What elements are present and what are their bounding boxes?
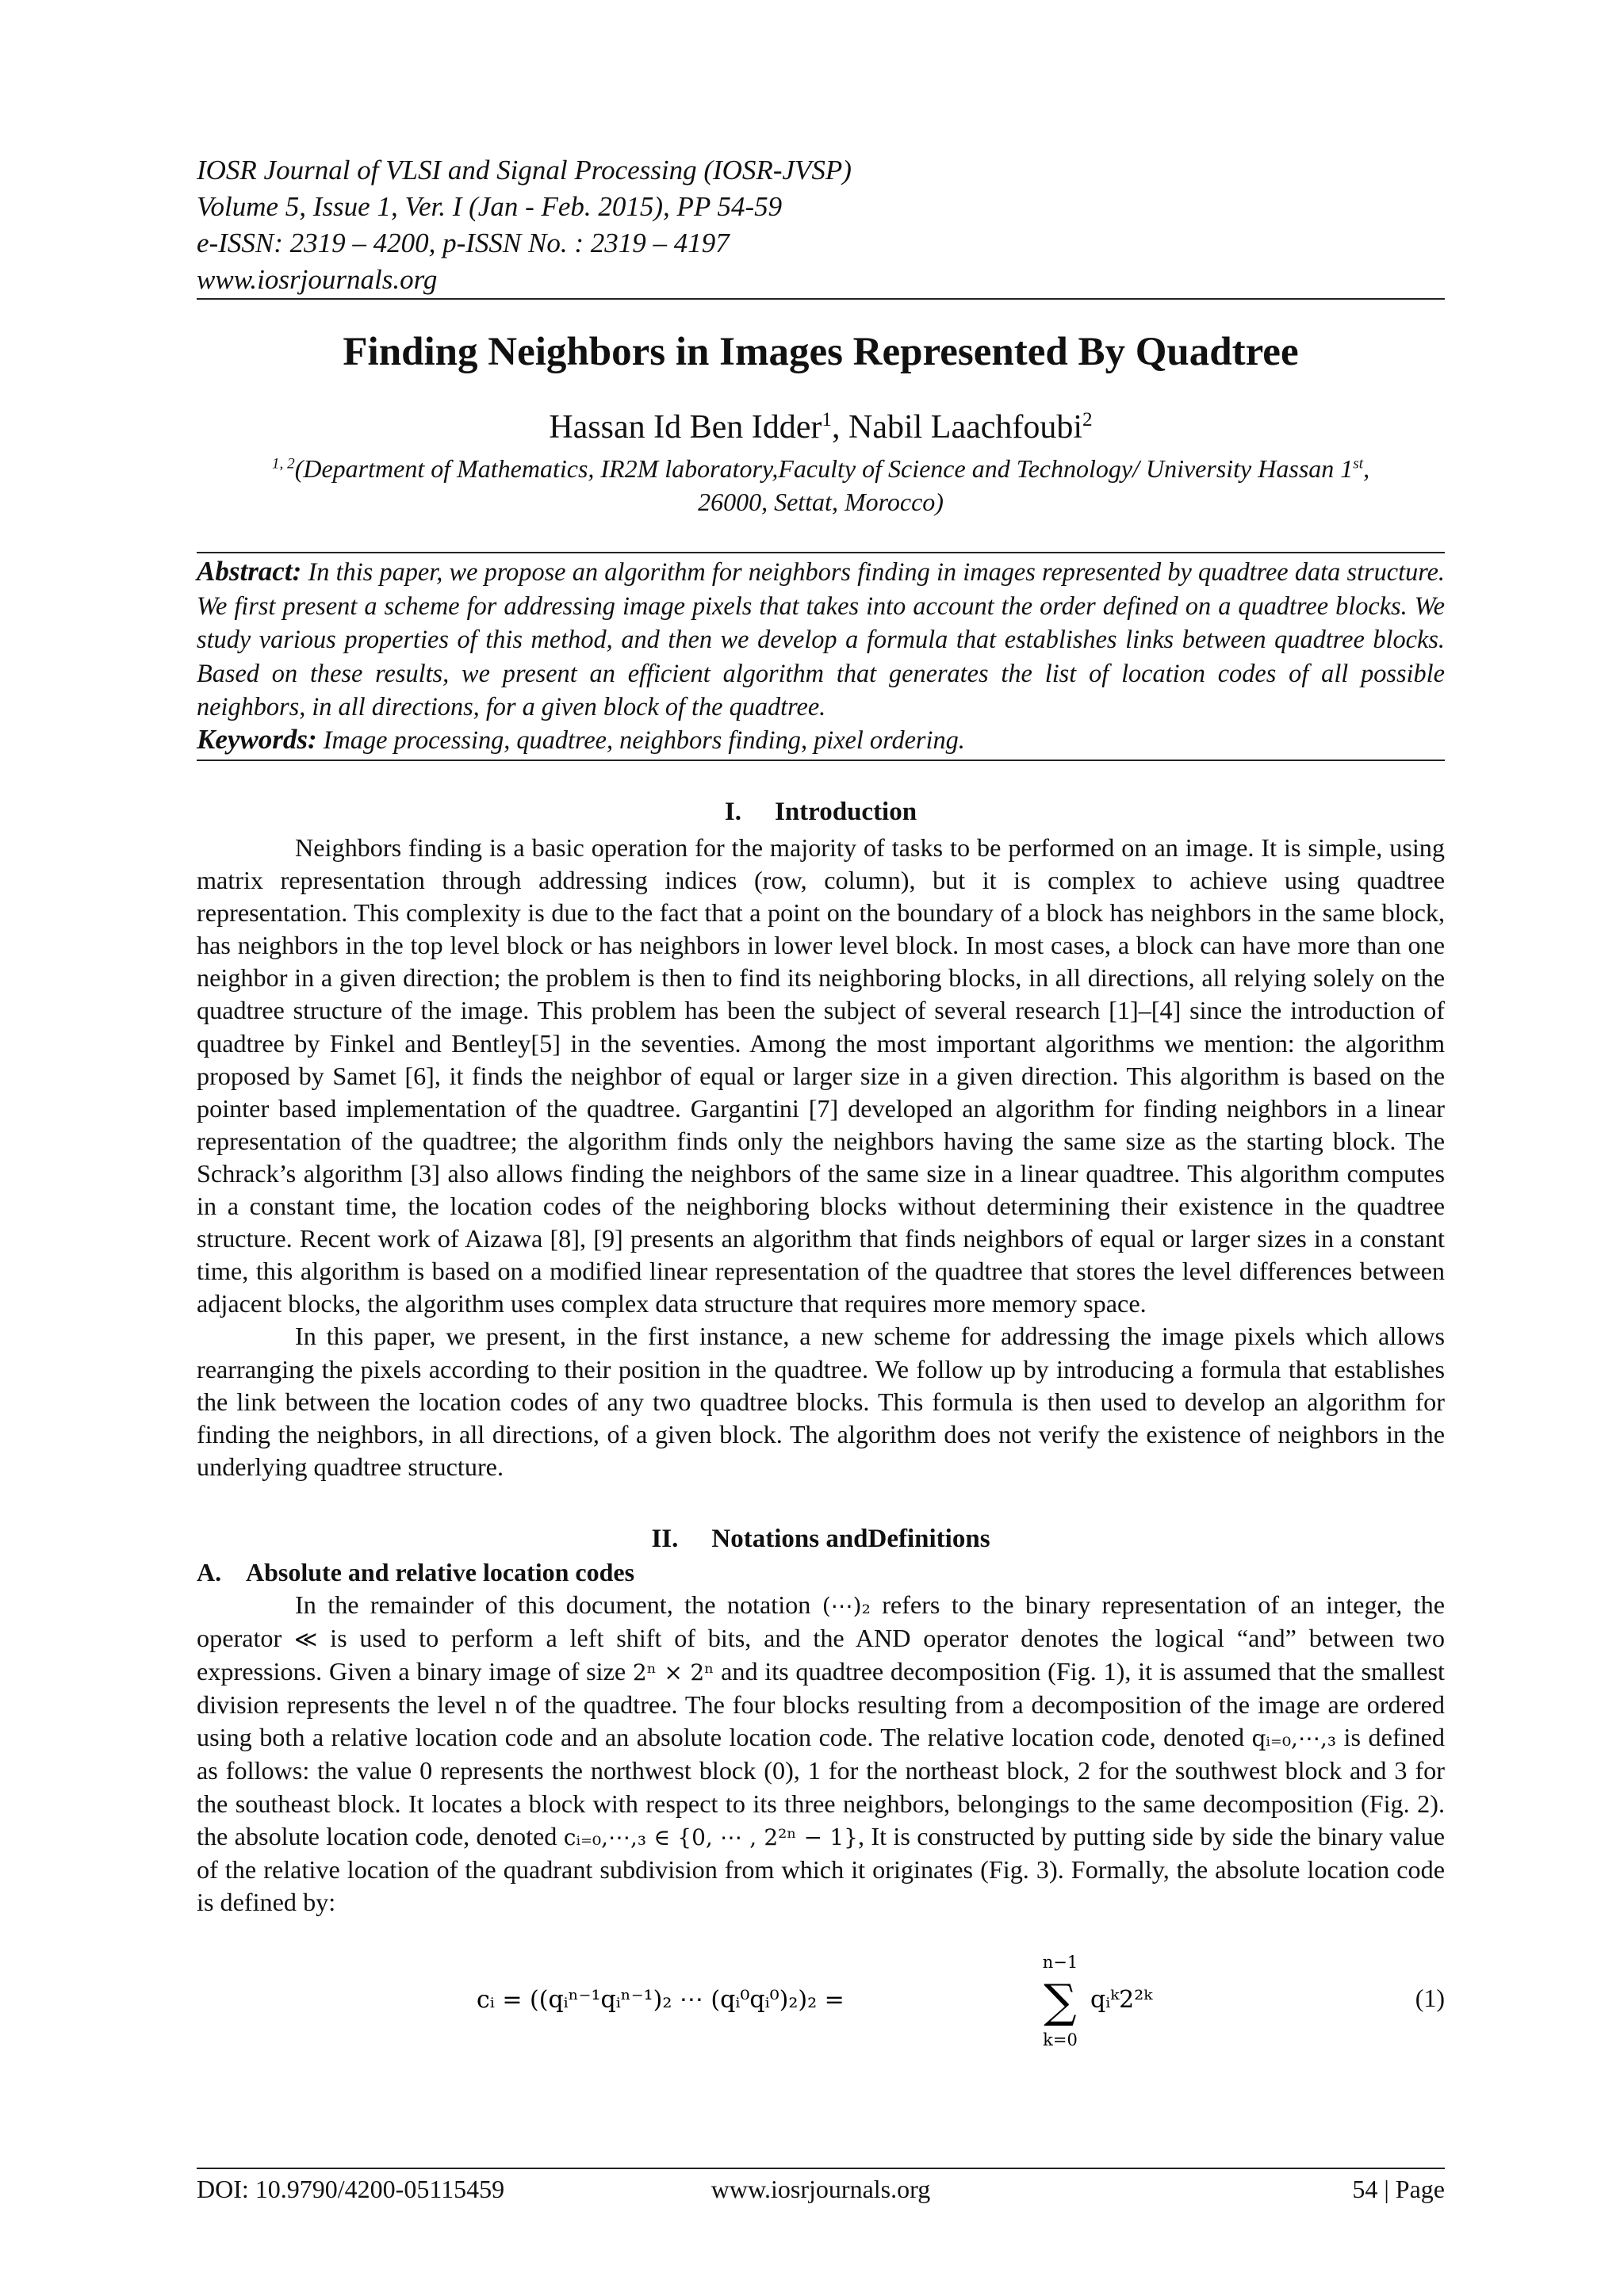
equation-lhs: cᵢ = ((qᵢⁿ⁻¹qᵢⁿ⁻¹)₂ ⋯ (qᵢ⁰qᵢ⁰)₂)₂ = xyxy=(477,1986,845,2014)
notation-text-c: is used to perform a left shift of bits, and the AND operator denotes the logical “and” between two expressions. Given a binary image of size xyxy=(197,1624,1445,1686)
affiliation xyxy=(197,452,1445,519)
abstract-bottom-rule xyxy=(197,760,1445,761)
journal-volume: Volume 5, Issue 1, Ver. I (Jan - Feb. 2015), PP 54-59 xyxy=(197,191,783,222)
intro-paragraph-2: In this paper, we present, in the first instance, a new scheme for addressing the image pixels which allows rearranging the pixels according to their position in the quadtree. We follow up by introducing a formula that establishes the link between the location codes of any two quadtree blocks. This formula is then used to develop an algorithm for finding the neighbors, in all directions, of a given block. The algorithm does not verify the existence of neighbors in the underlying quadtree structure. xyxy=(197,1322,1445,1481)
section-1-body xyxy=(197,832,1445,1483)
footer-doi: DOI: 10.9790/4200-05115459 xyxy=(197,2175,505,2203)
abstract-text: In this paper, we propose an algorithm for neighbors finding in images represented by quadtree data structure. We first present a scheme for addressing image pixels that takes into account the order defined on a quadtree blocks. We study various properties of this method, and then we develop a formula that establishes links between quadtree blocks. Based on these results, we present an efficient algorithm that generates the list of location codes of all possible neighbors, in all directions, for a given block of the quadtree. xyxy=(197,557,1445,721)
notation-text-b: refers to the binary representation of an integer, the operator xyxy=(197,1590,1446,1653)
keywords xyxy=(197,723,1445,756)
equation-1 xyxy=(197,1947,1445,2050)
journal-name: IOSR Journal of VLSI and Signal Processing (IOSR-JVSP) xyxy=(197,155,852,186)
affiliation-comma: , xyxy=(1363,454,1370,483)
section-1-number: I. xyxy=(724,798,741,826)
author-1: Hassan Id Ben Idder xyxy=(549,409,822,446)
journal-issn: e-ISSN: 2319 – 4200, p-ISSN No. : 2319 – 4197 xyxy=(197,228,730,258)
absolute-code-math: cᵢ₌₀,⋯,₃ ∈ {0, ⋯ , 2²ⁿ − 1} xyxy=(563,1823,858,1850)
affiliation-line-2: 26000, Settat, Morocco) xyxy=(698,488,944,516)
affiliation-mark: 1, 2 xyxy=(271,455,295,473)
header-rule xyxy=(197,298,1445,300)
equation-1-number: (1) xyxy=(1415,1984,1445,2012)
footer-rule xyxy=(197,2168,1445,2169)
subsection-a-letter: A. xyxy=(197,1558,222,1586)
footer-website[interactable]: www.iosrjournals.org xyxy=(710,2175,931,2203)
notation-text-e: is defined as follows: the value 0 represents the northwest block (0), 1 for the northeast block, 2 for the southwest block and 3 for the southeast block. It locates a block with respect to its three neighbors, belongings to the same decomposition (Fig. 2). the absolute location code, denoted xyxy=(197,1723,1445,1850)
equation-sum-symbol: ∑ xyxy=(1044,1974,1077,2028)
subsection-a-title: Absolute and relative location codes xyxy=(246,1558,635,1586)
equation-sum-lower: k=0 xyxy=(1043,2030,1078,2049)
section-2-title: Notations andDefinitions xyxy=(711,1525,990,1553)
notation-text-f: , It is constructed by putting side by side the binary value of the relative location of the quadrant subdivision from which it originates (Fig. 3). Formally, the absolute location code is defined by: xyxy=(197,1821,1446,1916)
section-2-heading xyxy=(197,1522,1445,1556)
subsection-a-heading xyxy=(197,1556,634,1589)
affiliation-ordinal: st xyxy=(1353,455,1364,473)
affiliation-line-1: (Department of Mathematics, IR2M laboratory,Faculty of Science and Technology/ University Hassan 1 xyxy=(294,454,1354,483)
section-2-body xyxy=(197,1589,1445,1919)
journal-header xyxy=(197,152,852,298)
abstract xyxy=(197,555,1445,724)
footer-page-number: 54 | Page xyxy=(1352,2175,1445,2203)
shift-operator-math: ≪ xyxy=(294,1626,318,1653)
author-2-affiliation-mark: 2 xyxy=(1082,409,1093,430)
author-1-affiliation-mark: 1 xyxy=(822,409,832,430)
keywords-label: Keywords: xyxy=(197,724,317,755)
intro-paragraph-1: Neighbors finding is a basic operation for the majority of tasks to be performed on an image. It is simple, using matrix representation through addressing indices (row, column), but it is complex to achieve using quadtree representation. This complexity is due to the fact that a point on the boundary of a block has neighbors in the same block, has neighbors in the top level block or has neighbors in lower level block. In most cases, a block can have more than one neighbor in a given direction; the problem is then to find its neighboring blocks, in all directions, all relying solely on the quadtree structure of the image. This problem has been the subject of several research [1]–[4] since the introduction of quadtree by Finkel and Bentley[5] in the seventies. Among the most important algorithms we mention: the algorithm proposed by Samet [6], it finds the neighbor of equal or larger size in a given direction. This algorithm is based on the pointer based implementation of the quadtree. Gargantini [7] developed an algorithm for finding neighbors in a linear representation of the quadtree; the algorithm finds only the neighbors having the same size as the starting block. The Schrack’s algorithm [3] also allows finding the neighbors of the same size in a linear quadtree. This algorithm computes in a constant time, the location codes of the neighboring blocks without determining their existence in the quadtree structure. Recent work of Aizawa [8], [9] presents an algorithm that finds neighbors of equal or larger sizes in a constant time, this algorithm is based on a modified linear representation of the quadtree that stores the level differences between adjacent blocks, the algorithm uses complex data structure that requires more memory space. xyxy=(197,833,1445,1318)
abstract-label: Abstract: xyxy=(197,556,302,587)
notation-text-d: and its quadtree decomposition (Fig. 1), it is assumed that the smallest division represents the level n of the quadtree. The four blocks resulting from a decomposition of the image are ordered using both a relative location code and an absolute location code. The relative location code, denoted xyxy=(197,1657,1445,1752)
equation-sum-upper: n−1 xyxy=(1042,1953,1078,1972)
abstract-top-rule xyxy=(197,552,1445,553)
section-1-title: Introduction xyxy=(774,798,917,826)
equation-rhs: qᵢᵏ2²ᵏ xyxy=(1090,1986,1153,2014)
keywords-text: Image processing, quadtree, neighbors finding, pixel ordering. xyxy=(316,725,965,754)
relative-code-math: qᵢ₌₀,⋯,₃ xyxy=(1251,1725,1337,1752)
equation-1-formula xyxy=(470,1947,1184,2050)
paper-title: Finding Neighbors in Images Represented By Quadtree xyxy=(343,330,1299,374)
journal-website[interactable]: www.iosrjournals.org xyxy=(197,264,438,295)
image-size-math: 2ⁿ × 2ⁿ xyxy=(632,1659,714,1686)
section-1-heading xyxy=(197,795,1445,828)
section-2-number: II. xyxy=(651,1525,679,1553)
author-line xyxy=(197,406,1445,449)
notation-paragraph xyxy=(197,1589,1445,1919)
notation-text-a: In the remainder of this document, the notation xyxy=(295,1590,822,1619)
notation-math: (⋯)₂ xyxy=(822,1593,871,1619)
author-2: Nabil Laachfoubi xyxy=(848,409,1083,446)
author-separator: , xyxy=(832,409,848,446)
